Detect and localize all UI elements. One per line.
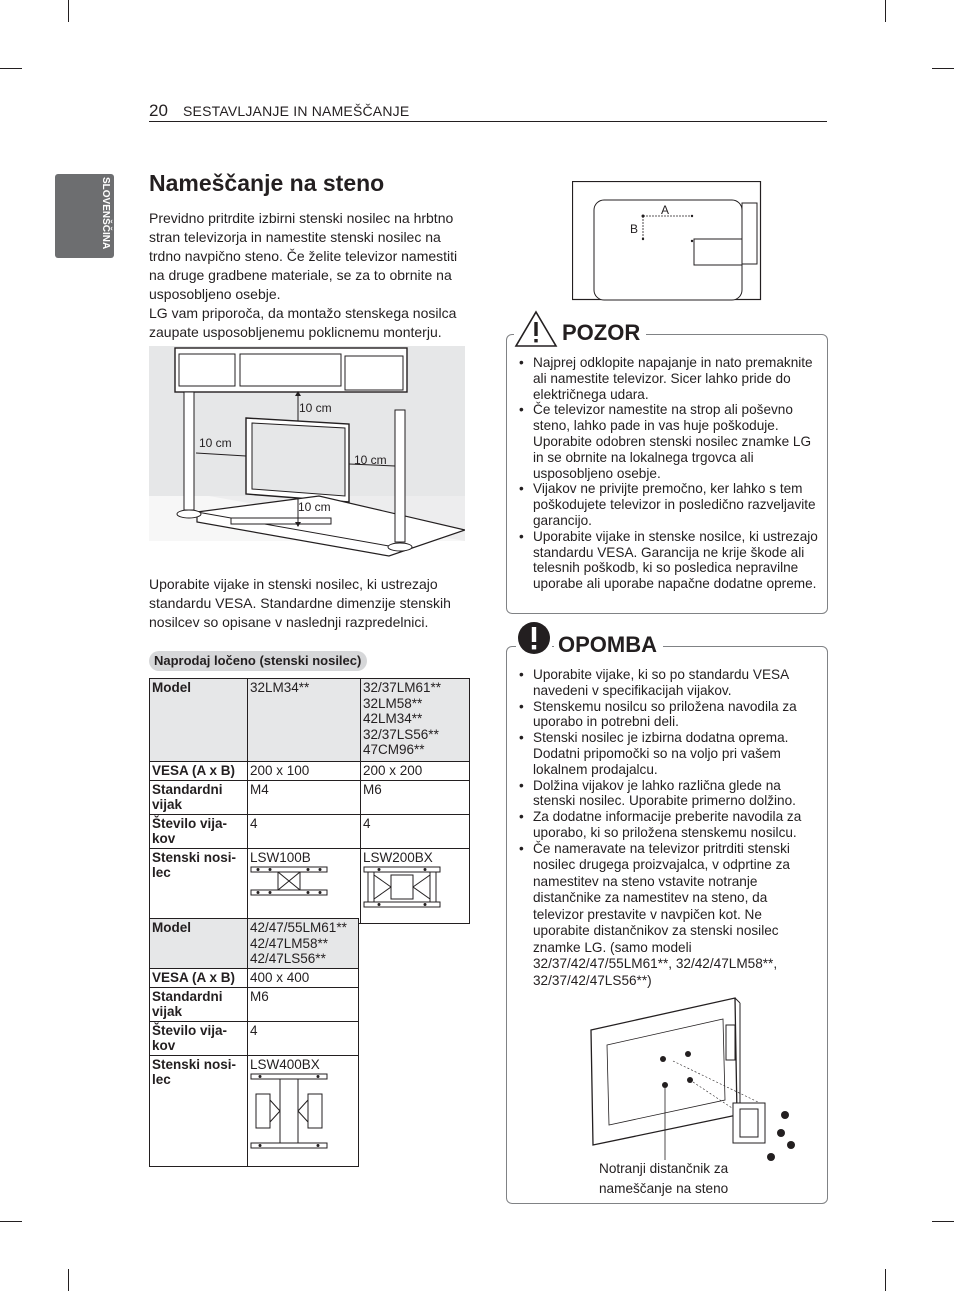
recommend-paragraph: LG vam priporoča, da montažo stenskega nosilca zaupate usposobljenemu poklicnemu monterju. — [149, 305, 457, 340]
page-number: 20 — [149, 101, 168, 120]
page-title: Nameščanje na steno — [149, 170, 385, 196]
note-item: • Dolžina vijakov je lahko različna glede na stenski nosilec. Uporabite primerno dolžino. — [519, 778, 819, 810]
bracket-name: LSW400BX — [250, 1056, 320, 1072]
bracket-lsw200bx-image — [363, 865, 441, 909]
vesa-label-b: B — [630, 222, 639, 236]
table-cell: 4 — [248, 1021, 359, 1055]
table-cell: 4 — [248, 814, 361, 848]
table-cell-bracket — [248, 1055, 359, 1166]
table-cell: 4 — [361, 814, 470, 848]
crop-mark — [885, 0, 886, 22]
sold-separately-badge: Naprodaj ločeno (stenski nosilec) — [149, 651, 367, 671]
clearance-label-right: 10 cm — [354, 453, 387, 467]
clearance-label-bottom: 10 cm — [298, 500, 331, 514]
table-cell: 200 x 100 — [248, 762, 361, 781]
intro-paragraph: Previdno pritrdite izbirni stenski nosilec na hrbtno stran televizorja in namestite stenski nosilec na trdno navpično steno. Če želite televizor namestiti na druge gradbene materiale, se za to obrnite na usposobljeno osebje. — [149, 210, 458, 302]
table-cell: 32/37LM61** 32LM58** 42LM34** 32/37LS56** 47CM96** — [361, 679, 470, 762]
vesa-table-1 — [149, 678, 470, 924]
table-cell: 400 x 400 — [248, 969, 359, 988]
table-header-vesa: VESA (A x B) — [150, 969, 248, 988]
table-cell-bracket — [248, 848, 361, 923]
header-rule — [149, 121, 827, 122]
table-header-screw: Standardni vijak — [150, 987, 248, 1021]
bracket-name: LSW200BX — [363, 849, 433, 865]
table-header-bracket: Stenski nosi-lec — [150, 1055, 248, 1166]
note-title: OPOMBA — [554, 632, 663, 658]
crop-mark — [885, 1269, 886, 1291]
caution-item: • Če televizor namestite na strop ali poševno steno, lahko pade in vas huje poškoduje. Uporabite odobren stenski nosilec znamke LG in se obrnite na lokalnega trgovca ali usposobljeno osebje. — [519, 402, 819, 481]
wall-mount-spacer-illustration — [585, 995, 811, 1165]
table-cell: 32LM34** — [248, 679, 361, 762]
note-list — [519, 667, 819, 989]
table-header-count: Število vija-kov — [150, 1021, 248, 1055]
caution-list — [519, 355, 819, 592]
language-tab — [55, 174, 114, 258]
table-cell: M6 — [361, 780, 470, 814]
table-header-model: Model — [150, 679, 248, 762]
table-header-screw: Standardni vijak — [150, 780, 248, 814]
vesa-table-2 — [149, 918, 359, 1167]
table-cell-bracket — [361, 848, 470, 923]
vesa-dimension-diagram — [572, 181, 762, 301]
warning-triangle-icon — [514, 310, 558, 348]
table-header-count: Število vija-kov — [150, 814, 248, 848]
caution-title: POZOR — [558, 320, 646, 346]
table-header-bracket: Stenski nosi-lec — [150, 848, 248, 923]
clearance-label-top: 10 cm — [299, 401, 332, 415]
note-item: • Stenski nosilec je izbirna dodatna oprema. Dodatni pripomočki so na voljo pri vašem lokalnem prodajalcu. — [519, 730, 819, 777]
clearance-label-left: 10 cm — [199, 436, 232, 450]
caution-item: • Najprej odklopite napajanje in nato premaknite ali namestite televizor. Sicer lahko pride do električnega udara. — [519, 355, 819, 402]
table-header-model: Model — [150, 919, 248, 969]
caution-item: • Uporabite vijake in stenske nosilce, ki ustrezajo standardu VESA. Garancija ne krije škode ali telesnih poškodb, ki so posledica nepravilne uporabe ali uporabe napačne dodatne opreme. — [519, 529, 819, 592]
wall-mount-clearance-illustration — [149, 346, 465, 558]
language-tab-label: SLOVENŠČINA — [100, 177, 111, 250]
crop-mark — [932, 68, 954, 69]
table-header-vesa: VESA (A x B) — [150, 762, 248, 781]
table-cell: M6 — [248, 987, 359, 1021]
crop-mark — [0, 68, 22, 69]
crop-mark — [68, 1269, 69, 1291]
bracket-lsw400bx-image — [250, 1072, 328, 1150]
note-item: • Uporabite vijake, ki so po standardu VESA navedeni v specifikacijah vijakov. — [519, 667, 819, 699]
note-item: • Stenskemu nosilcu so priložena navodila za uporabo in potrebni deli. — [519, 699, 819, 731]
table-cell: M4 — [248, 780, 361, 814]
bracket-lsw100b-image — [250, 865, 328, 897]
note-item: • Za dodatne informacije preberite navodila za uporabo, ki so priložena stenskemu nosilcu. — [519, 809, 819, 841]
table-cell: 42/47/55LM61** 42/47LM58** 42/47LS56** — [248, 919, 359, 969]
vesa-paragraph: Uporabite vijake in stenski nosilec, ki ustrezajo standardu VESA. Standardne dimenzije stenskih nosilcev so opisane v naslednji razpredelnici. — [149, 576, 451, 630]
crop-mark — [68, 0, 69, 22]
caution-item: • Vijakov ne privijte premočno, ker lahko s tem poškodujete televizor in posledično razveljavite garancijo. — [519, 481, 819, 528]
exclamation-circle-icon — [516, 620, 552, 656]
spacer-caption: Notranji distančnik za nameščanje na steno — [599, 1161, 729, 1196]
bracket-name: LSW100B — [250, 849, 311, 865]
vesa-label-a: A — [661, 203, 670, 217]
crop-mark — [0, 1221, 22, 1222]
table-cell: 200 x 200 — [361, 762, 470, 781]
section-title: SESTAVLJANJE IN NAMEŠČANJE — [183, 103, 410, 119]
note-item: • Če nameravate na televizor pritrditi stenski nosilec drugega proizvajalca, v odprtine za namestitev na steno vstavite notranje distančnike za namestitev na steno, da televizor prestavite v navpičen kot. Ne uporabite distančnikov za stenski nosilec znamke LG. (samo modeli 32/37/42/47/55LM61**, 32/42/47LM58**, 32/37/42/47LS56**) — [519, 841, 819, 990]
crop-mark — [932, 1221, 954, 1222]
